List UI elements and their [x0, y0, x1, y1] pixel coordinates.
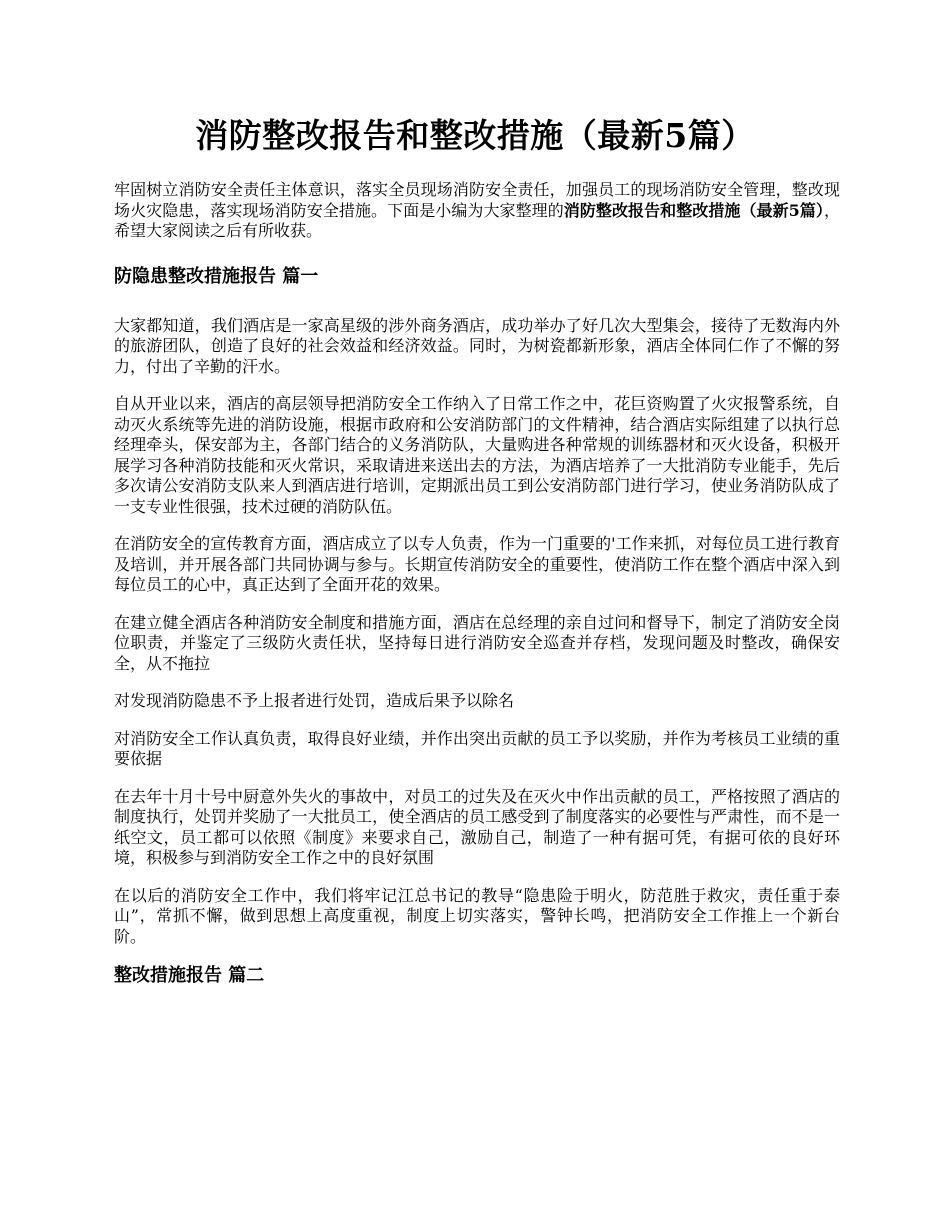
paragraph: 在去年十月十号中厨意外失火的事故中，对员工的过失及在灭火中作出贡献的员工，严格按照了酒店的制度执行，处罚并奖励了一大批员工，使全酒店的员工感受到了制度落实的必要性与严肃性，而不是一纸空文，员工都可以依照《制度》来要求自己，激励自己，制造了一种有据可凭，有据可依的良好环境，积极参与到消防安全工作之中的良好氛围	[114, 786, 840, 867]
paragraph: 对消防安全工作认真负责，取得良好业绩，并作出突出贡献的员工予以奖励，并作为考核员工业绩的重要依据	[114, 728, 840, 768]
intro-bold-title: 消防整改报告和整改措施（最新5篇）	[563, 200, 824, 220]
intro-paragraph	[114, 180, 840, 242]
intro-text: 牢固树立消防安全责任主体意识，落实全员现场消防安全责任，加强员工的现场消防安全管理，整改现场火灾隐患，落实现场消防安全措施。下面是小编为大家整理的	[114, 180, 840, 220]
section-heading-2: 整改措施报告 篇二	[114, 965, 265, 986]
paragraph: 在以后的消防安全工作中，我们将牢记江总书记的教导“隐患险于明火，防范胜于救灾，责任重于泰山”，常抓不懈，做到思想上高度重视，制度上切实落实，警钟长鸣，把消防安全工作推上一个新台阶。	[114, 885, 840, 946]
paragraph: 自从开业以来，酒店的高层领导把消防安全工作纳入了日常工作之中，花巨资购置了火灾报警系统，自动灭火系统等先进的消防设施，根据市政府和公安消防部门的文件精神，结合酒店实际组建了以执行总经理牵头，保安部为主，各部门结合的义务消防队，大量购进各种常规的训练器材和灭火设备，积极开展学习各种消防技能和灭火常识，采取请进来送出去的方法，为酒店培养了一大批消防专业能手，先后多次请公安消防支队来人到酒店进行培训，定期派出员工到公安消防部门进行学习，使业务消防队成了一支专业性很强，技术过硬的消防队伍。	[114, 394, 840, 516]
paragraph: 对发现消防隐患不予上报者进行处罚，造成后果予以除名	[114, 691, 515, 710]
document-title: 消防整改报告和整改措施（最新5篇）	[195, 116, 755, 155]
document-body	[114, 180, 840, 1015]
paragraph: 大家都知道，我们酒店是一家高星级的涉外商务酒店，成功举办了好几次大型集会，接待了无数海内外的旅游团队，创造了良好的社会效益和经济效益。同时，为树瓷都新形象，酒店全体同仁作了不懈的努力，付出了辛勤的汗水。	[114, 315, 840, 376]
paragraph: 在建立健全酒店各种消防安全制度和措施方面，酒店在总经理的亲自过问和督导下，制定了消防安全岗位职责，并鉴定了三级防火责任状，坚持每日进行消防安全巡查并存档，发现问题及时整改，确保安全，从不拖拉	[114, 612, 840, 673]
section-heading-1: 防隐患整改措施报告 篇一	[114, 265, 319, 287]
intro-tail: ，希望大家阅读之后有所收获。	[114, 200, 840, 240]
paragraph: 在消防安全的宣传教育方面，酒店成立了以专人负责，作为一门重要的'工作来抓，对每位员工进行教育及培训，并开展各部门共同协调与参与。长期宣传消防安全的重要性，使消防工作在整个酒店中深入到每位员工的心中，真正达到了全面开花的效果。	[114, 534, 840, 594]
